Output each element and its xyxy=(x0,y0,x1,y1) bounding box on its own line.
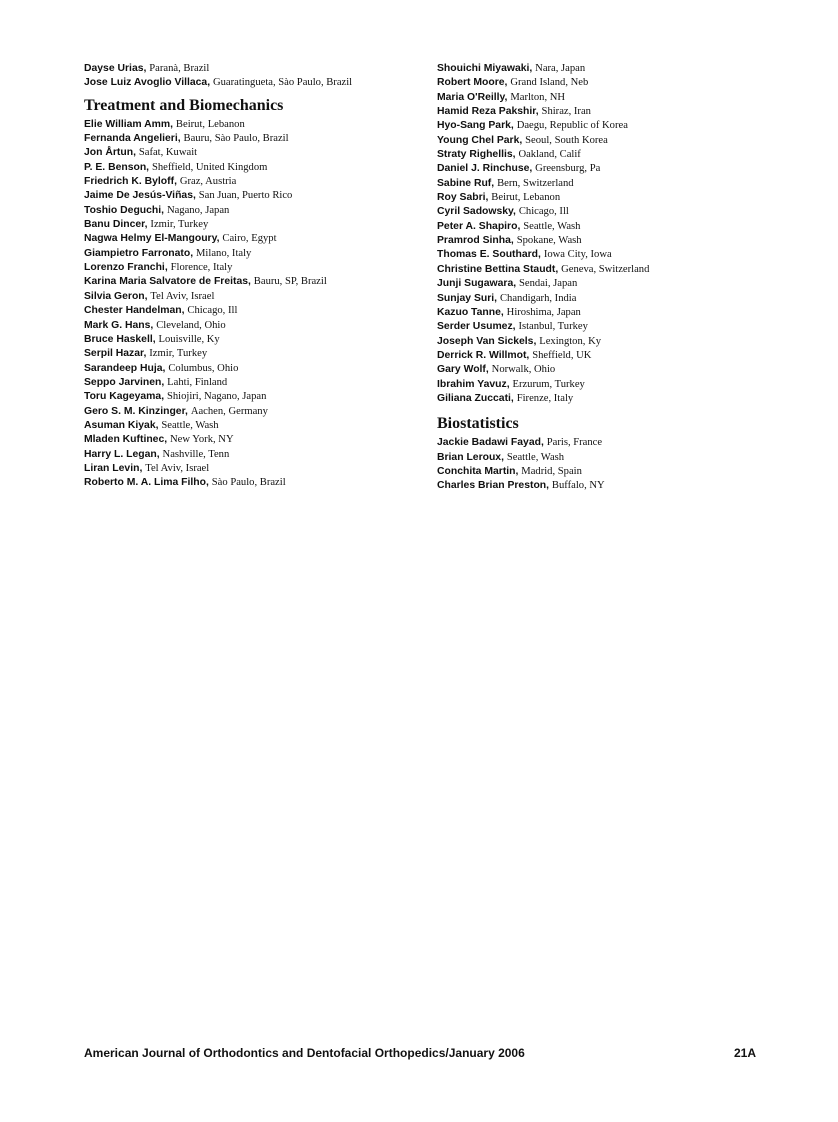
reviewer-name: Junji Sugawara xyxy=(437,278,514,290)
reviewer-location: Iowa City, Iowa xyxy=(543,249,612,261)
reviewer-entry: P. E. Benson, Sheffield, United Kingdom xyxy=(84,161,268,173)
reviewer-name: Nagwa Helmy El-Mangoury xyxy=(84,233,217,245)
reviewer-location: Grand Island, Neb xyxy=(510,77,589,89)
left-column xyxy=(84,62,424,491)
reviewer-entry: Serder Usumez, Istanbul, Turkey xyxy=(437,321,588,333)
biostatistics-reviewer-list xyxy=(437,436,777,493)
reviewer-location: Marlton, NH xyxy=(510,91,566,103)
reviewer-location: Safat, Kuwait xyxy=(138,147,198,159)
reviewer-name: Young Chel Park xyxy=(437,134,520,146)
reviewer-entry: Toru Kageyama, Shiojiri, Nagano, Japan xyxy=(84,391,267,403)
reviewer-name: Harry L. Legan xyxy=(84,448,157,460)
reviewer-entry: Giampietro Farronato, Milano, Italy xyxy=(84,247,252,259)
reviewer-location: Hiroshima, Japan xyxy=(506,306,581,318)
reviewer-name: Ibrahim Yavuz xyxy=(437,378,507,390)
reviewer-location: Madrid, Spain xyxy=(521,465,582,477)
reviewer-entry: Giliana Zuccati, Firenze, Italy xyxy=(437,392,574,404)
reviewer-name: Joseph Van Sickels xyxy=(437,335,534,347)
reviewer-location: Seoul, South Korea xyxy=(525,134,608,146)
reviewer-location: Sendai, Japan xyxy=(519,278,578,290)
reviewer-entry: Elie William Amm, Beirut, Lebanon xyxy=(84,118,245,130)
reviewer-entry: Junji Sugawara, Sendai, Japan xyxy=(437,278,578,290)
reviewer-name: Shouichi Miyawaki xyxy=(437,63,530,74)
section-title-biostatistics: Biostatistics xyxy=(437,415,519,433)
reviewer-name: Straty Righellis xyxy=(437,149,513,161)
reviewer-name: Hamid Reza Pakshir xyxy=(437,106,536,118)
reviewer-location: Cairo, Egypt xyxy=(222,233,277,245)
reviewer-location: Tel Aviv, Israel xyxy=(150,290,215,302)
reviewer-entry: Peter A. Shapiro, Seattle, Wash xyxy=(437,220,581,232)
right-column xyxy=(437,62,777,494)
reviewer-entry: Robert Moore, Grand Island, Neb xyxy=(437,77,589,89)
reviewer-name: Roberto M. A. Lima Filho xyxy=(84,477,206,489)
reviewer-entry: Toshio Deguchi, Nagano, Japan xyxy=(84,204,230,216)
reviewer-entry: Cyril Sadowsky, Chicago, Ill xyxy=(437,206,569,218)
reviewer-entry: Thomas E. Southard, Iowa City, Iowa xyxy=(437,249,612,261)
reviewer-name: Gero S. M. Kinzinger xyxy=(84,405,186,417)
reviewer-entry: Conchita Martin, Madrid, Spain xyxy=(437,465,582,477)
reviewer-name: Liran Levin xyxy=(84,462,140,474)
reviewer-name: Dayse Urias xyxy=(84,63,144,74)
reviewer-entry: Chester Handelman, Chicago, Ill xyxy=(84,305,238,317)
reviewer-location: Louisville, Ky xyxy=(158,333,220,345)
reviewer-name: Cyril Sadowsky xyxy=(437,206,514,218)
reviewer-entry: Sabine Ruf, Bern, Switzerland xyxy=(437,177,574,189)
reviewer-location: Seattle, Wash xyxy=(506,451,565,463)
reviewer-location: Oakland, Calif xyxy=(518,149,581,161)
reviewer-entry: Gary Wolf, Norwalk, Ohio xyxy=(437,364,556,376)
reviewer-location: Greensburg, Pa xyxy=(535,163,601,175)
reviewer-entry: Silvia Geron, Tel Aviv, Israel xyxy=(84,290,215,302)
section-title-treatment: Treatment and Biomechanics xyxy=(84,96,284,114)
reviewer-entry: Seppo Jarvinen, Lahti, Finland xyxy=(84,376,228,388)
reviewer-entry: Christine Bettina Staudt, Geneva, Switzerland xyxy=(437,263,650,275)
reviewer-location: Chicago, Ill xyxy=(187,305,238,317)
reviewer-name: Daniel J. Rinchuse xyxy=(437,163,530,175)
reviewer-location: Firenze, Italy xyxy=(516,392,574,404)
reviewer-name: Sunjay Suri xyxy=(437,292,495,304)
reviewer-entry: Hamid Reza Pakshir, Shiraz, Iran xyxy=(437,106,591,118)
reviewer-name: Jon Årtun xyxy=(84,147,134,159)
reviewer-location: Bauru, SP, Brazil xyxy=(253,276,327,288)
reviewer-location: Florence, Italy xyxy=(170,262,233,274)
reviewer-name: Charles Brian Preston xyxy=(437,480,547,492)
reviewer-name: Giampietro Farronato xyxy=(84,247,191,259)
reviewer-entry: Brian Leroux, Seattle, Wash xyxy=(437,451,565,463)
reviewer-location: Paris, France xyxy=(546,437,603,449)
reviewer-location: Izmir, Turkey xyxy=(149,348,208,360)
reviewer-location: Nashville, Tenn xyxy=(162,448,230,460)
reviewer-location: Seattle, Wash xyxy=(161,419,219,431)
reviewer-entry: Ibrahim Yavuz, Erzurum, Turkey xyxy=(437,378,585,390)
treatment-reviewer-list xyxy=(84,118,424,491)
reviewer-location: Bern, Switzerland xyxy=(497,177,574,189)
reviewer-name: Derrick R. Willmot xyxy=(437,349,527,361)
reviewer-location: Shiraz, Iran xyxy=(541,106,591,118)
reviewer-entry: Kazuo Tanne, Hiroshima, Japan xyxy=(437,306,581,318)
reviewer-location: Chicago, Ill xyxy=(518,206,569,218)
reviewer-name: Roy Sabri xyxy=(437,192,486,204)
reviewer-location: Lahti, Finland xyxy=(167,376,228,388)
reviewer-entry: Friedrich K. Byloff, Graz, Austria xyxy=(84,176,237,188)
reviewer-location: Shiojiri, Nagano, Japan xyxy=(166,391,267,403)
reviewer-name: Jaime De Jesús-Viñas xyxy=(84,190,193,202)
reviewer-entry: Jose Luiz Avoglio Villaca, Guaratingueta, Sào Paulo, Brazil xyxy=(84,77,353,89)
reviewer-name: Banu Dincer xyxy=(84,219,145,231)
reviewer-location: Chandigarh, India xyxy=(499,292,577,304)
reviewer-entry: Young Chel Park, Seoul, South Korea xyxy=(437,134,608,146)
reviewer-location: Seattle, Wash xyxy=(523,220,581,232)
reviewer-entry: Harry L. Legan, Nashville, Tenn xyxy=(84,448,230,460)
reviewer-name: Seppo Jarvinen xyxy=(84,376,162,388)
reviewer-name: P. E. Benson xyxy=(84,161,147,173)
continued-reviewer-list xyxy=(437,62,777,406)
reviewer-location: Izmir, Turkey xyxy=(150,219,209,231)
reviewer-entry: Jaime De Jesús-Viñas, San Juan, Puerto Rico xyxy=(84,190,293,202)
reviewer-location: Geneva, Switzerland xyxy=(561,263,650,275)
reviewer-location: Cleveland, Ohio xyxy=(156,319,226,331)
reviewer-name: Jackie Badawi Fayad xyxy=(437,437,541,449)
reviewer-location: Bauru, Sào Paulo, Brazil xyxy=(183,133,289,145)
reviewer-location: Spokane, Wash xyxy=(516,235,582,247)
reviewer-name: Karina Maria Salvatore de Freitas xyxy=(84,276,249,288)
reviewer-location: Sheffield, United Kingdom xyxy=(151,161,268,173)
reviewer-entry: Asuman Kiyak, Seattle, Wash xyxy=(84,419,219,431)
reviewer-location: Guaratingueta, Sào Paulo, Brazil xyxy=(212,77,353,89)
reviewer-entry: Liran Levin, Tel Aviv, Israel xyxy=(84,462,210,474)
reviewer-name: Robert Moore xyxy=(437,77,505,89)
page-footer xyxy=(84,1046,756,1060)
reviewer-name: Asuman Kiyak xyxy=(84,419,156,431)
reviewer-entry: Gero S. M. Kinzinger, Aachen, Germany xyxy=(84,405,268,417)
reviewer-entry: Nagwa Helmy El-Mangoury, Cairo, Egypt xyxy=(84,233,277,245)
reviewer-name: Toshio Deguchi xyxy=(84,204,162,216)
journal-citation: American Journal of Orthodontics and Dentofacial Orthopedics/January 2006 xyxy=(84,1046,525,1060)
reviewer-location: Columbus, Ohio xyxy=(168,362,239,374)
reviewer-location: Tel Aviv, Israel xyxy=(145,462,210,474)
reviewer-name: Serpil Hazar xyxy=(84,348,144,360)
reviewer-location: San Juan, Puerto Rico xyxy=(198,190,293,202)
reviewer-name: Fernanda Angelieri xyxy=(84,133,178,145)
reviewer-name: Hyo-Sang Park xyxy=(437,120,511,132)
reviewer-location: Paranà, Brazil xyxy=(149,63,210,74)
reviewer-name: Sarandeep Huja xyxy=(84,362,163,374)
reviewer-entry: Charles Brian Preston, Buffalo, NY xyxy=(437,480,605,492)
reviewer-entry: Maria O'Reilly, Marlton, NH xyxy=(437,91,566,103)
reviewer-entry: Shouichi Miyawaki, Nara, Japan xyxy=(437,63,586,74)
reviewer-location: Beirut, Lebanon xyxy=(491,192,561,204)
reviewer-location: Sheffield, UK xyxy=(532,349,592,361)
reviewer-entry: Bruce Haskell, Louisville, Ky xyxy=(84,333,220,345)
reviewer-name: Chester Handelman xyxy=(84,305,182,317)
reviewer-location: Nara, Japan xyxy=(535,63,586,74)
reviewer-entry: Joseph Van Sickels, Lexington, Ky xyxy=(437,335,602,347)
reviewer-entry: Karina Maria Salvatore de Freitas, Bauru, SP, Brazil xyxy=(84,276,327,288)
reviewer-entry: Jackie Badawi Fayad, Paris, France xyxy=(437,437,603,449)
reviewer-name: Peter A. Shapiro xyxy=(437,220,518,232)
reviewer-name: Mark G. Hans xyxy=(84,319,151,331)
reviewer-location: Norwalk, Ohio xyxy=(491,364,556,376)
reviewer-entry: Sunjay Suri, Chandigarh, India xyxy=(437,292,577,304)
reviewer-location: Aachen, Germany xyxy=(190,405,268,417)
reviewer-name: Christine Bettina Staudt xyxy=(437,263,556,275)
reviewer-entry: Mark G. Hans, Cleveland, Ohio xyxy=(84,319,226,331)
reviewer-name: Sabine Ruf xyxy=(437,177,492,189)
reviewer-name: Lorenzo Franchi xyxy=(84,262,165,274)
reviewer-location: Lexington, Ky xyxy=(539,335,602,347)
reviewer-name: Conchita Martin xyxy=(437,465,516,477)
reviewer-entry: Pramrod Sinha, Spokane, Wash xyxy=(437,235,582,247)
reviewer-name: Mladen Kuftinec xyxy=(84,434,165,446)
reviewer-entry: Derrick R. Willmot, Sheffield, UK xyxy=(437,349,592,361)
reviewer-location: Beirut, Lebanon xyxy=(175,118,245,130)
reviewer-location: Erzurum, Turkey xyxy=(512,378,585,390)
reviewer-location: Istanbul, Turkey xyxy=(518,321,588,333)
reviewer-entry: Daniel J. Rinchuse, Greensburg, Pa xyxy=(437,163,601,175)
page-number: 21A xyxy=(733,1046,756,1060)
reviewer-name: Thomas E. Southard xyxy=(437,249,539,261)
reviewer-name: Pramrod Sinha xyxy=(437,235,511,247)
reviewer-name: Maria O'Reilly xyxy=(437,91,505,103)
reviewer-entry: Straty Righellis, Oakland, Calif xyxy=(437,149,581,161)
reviewer-location: Nagano, Japan xyxy=(166,204,230,216)
intro-reviewer-list xyxy=(84,62,424,91)
reviewer-entry: Banu Dincer, Izmir, Turkey xyxy=(84,219,209,231)
reviewer-entry: Mladen Kuftinec, New York, NY xyxy=(84,434,234,446)
reviewer-name: Serder Usumez xyxy=(437,321,513,333)
reviewer-entry: Lorenzo Franchi, Florence, Italy xyxy=(84,262,233,274)
reviewer-entry: Fernanda Angelieri, Bauru, Sào Paulo, Brazil xyxy=(84,133,289,145)
reviewer-entry: Roberto M. A. Lima Filho, Sào Paulo, Brazil xyxy=(84,477,286,489)
reviewer-location: Sào Paulo, Brazil xyxy=(211,477,286,489)
reviewer-name: Friedrich K. Byloff xyxy=(84,176,175,188)
reviewer-name: Silvia Geron xyxy=(84,290,145,302)
reviewer-name: Toru Kageyama xyxy=(84,391,162,403)
reviewer-location: Buffalo, NY xyxy=(551,480,605,492)
reviewer-name: Jose Luiz Avoglio Villaca xyxy=(84,77,208,89)
reviewer-entry: Hyo-Sang Park, Daegu, Republic of Korea xyxy=(437,120,628,132)
reviewer-entry: Roy Sabri, Beirut, Lebanon xyxy=(437,192,561,204)
reviewer-entry: Serpil Hazar, Izmir, Turkey xyxy=(84,348,208,360)
reviewer-name: Elie William Amm xyxy=(84,118,171,130)
reviewer-entry: Dayse Urias, Paranà, Brazil xyxy=(84,63,210,74)
reviewer-location: New York, NY xyxy=(170,434,234,446)
reviewer-name: Gary Wolf xyxy=(437,364,486,376)
reviewer-name: Kazuo Tanne xyxy=(437,306,501,318)
reviewer-entry: Sarandeep Huja, Columbus, Ohio xyxy=(84,362,239,374)
reviewer-location: Milano, Italy xyxy=(196,247,252,259)
reviewer-location: Graz, Austria xyxy=(179,176,237,188)
reviewer-name: Bruce Haskell xyxy=(84,333,153,345)
reviewer-entry: Jon Årtun, Safat, Kuwait xyxy=(84,147,198,159)
reviewer-location: Daegu, Republic of Korea xyxy=(516,120,628,132)
reviewer-name: Brian Leroux xyxy=(437,451,502,463)
reviewer-name: Giliana Zuccati xyxy=(437,392,511,404)
